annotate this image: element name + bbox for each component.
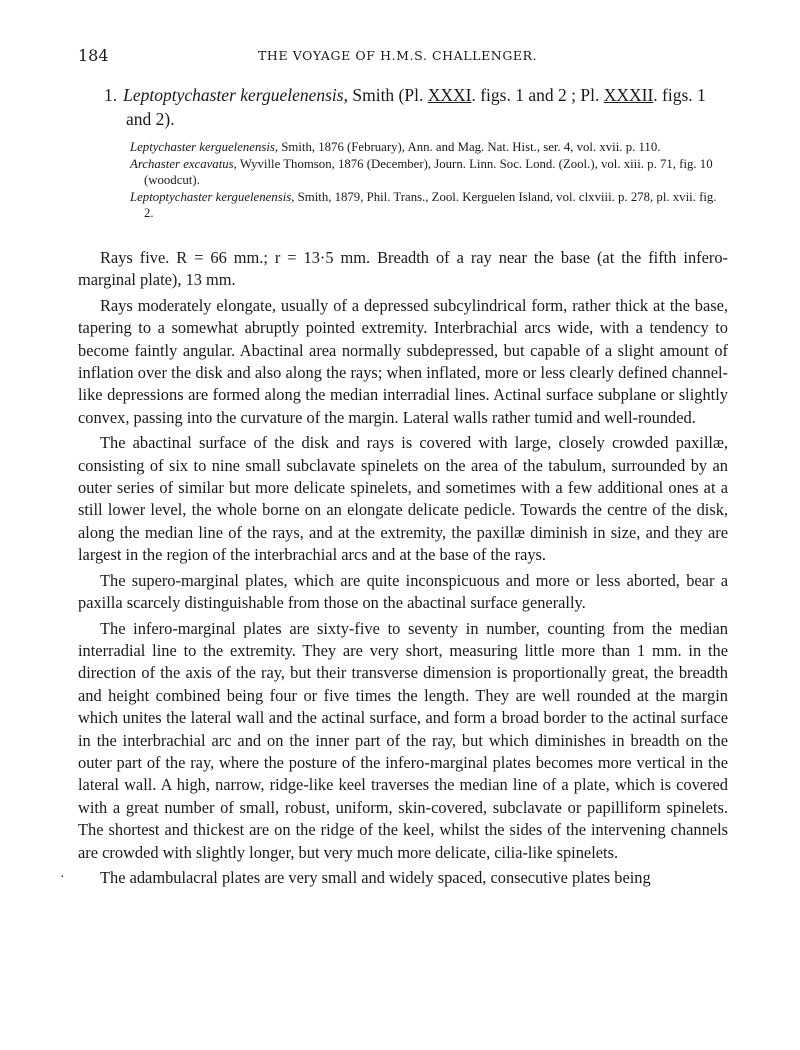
synonym-name: Archaster excavatus	[130, 157, 234, 171]
margin-mark: ·	[60, 869, 65, 885]
species-name: Leptoptychaster kerguelenensis	[123, 85, 344, 105]
synonymy-entry	[130, 189, 728, 221]
synonymy-entry	[130, 156, 728, 188]
body-text	[60, 247, 728, 892]
paragraph-adambulacral: The adambulacral plates are very small and widely spaced, consecutive plates being	[100, 867, 651, 887]
page-number: 184	[78, 46, 109, 65]
synonym-citation: , Smith, 1876 (February), Ann. and Mag. Nat. Hist., ser. 4, vol. xvii. p. 110.	[274, 140, 661, 154]
last-paragraph-wrapper	[60, 867, 728, 889]
species-author: , Smith (Pl.	[343, 85, 428, 105]
page-header	[78, 46, 728, 68]
species-title-line	[104, 83, 728, 107]
paragraph-measurements: Rays five. R = 66 mm.; r = 13·5 mm. Breadth of a ray near the base (at the fifth infero-marginal plate), 13 mm.	[78, 248, 728, 290]
synonym-name: Leptychaster kerguelenensis	[130, 140, 275, 154]
plate-figs-2: . figs. 1	[653, 85, 706, 105]
paragraph-rays: Rays moderately elongate, usually of a depressed subcylindrical form, rather thick at the base, tapering to a somewhat abruptly pointed extremity. Interbrachial arcs wide, with a tendency to become faintly angular. Abactinal area normally subdepressed, but capable of a slight amount of inflation over the disk and also along the rays; when inflated, more or less clearly defined channel-like depressions are formed along the median interradial lines. Actinal surface subplane or slightly convex, passing into the curvature of the margin. Lateral walls rather tumid and well-rounded.	[78, 295, 728, 427]
species-title-continuation: and 2).	[126, 109, 175, 129]
paragraph-abactinal: The abactinal surface of the disk and rays is covered with large, closely crowded paxillæ, consisting of six to nine small subclavate spinelets on the area of the tabulum, surrounded by an outer series of similar but more delicate spinelets, and sometimes with a few additional ones at a still lower level, the whole borne on an elongate delicate pedicle. Towards the centre of the disk, along the median line of the rays, and at the extremity, the paxillæ diminish in size, and they are largest in the region of the interbrachial arcs and at the base of the rays.	[78, 433, 728, 565]
synonymy-entry	[130, 139, 728, 155]
synonym-citation: , Wyville Thomson, 1876 (December), Journ. Linn. Soc. Lond. (Zool.), vol. xiii. p. 71, fig. 10 (woodcut).	[144, 157, 713, 187]
plate-ref-1: XXXI	[427, 85, 472, 105]
paragraph-supero-marginal: The supero-marginal plates, which are quite inconspicuous and more or less aborted, bear a paxilla scarcely distinguishable from those on the abactinal surface generally.	[78, 570, 728, 613]
paragraph-infero-marginal: The infero-marginal plates are sixty-five to seventy in number, counting from the median interradial line to the extremity. They are very short, measuring little more than 1 mm. in the direction of the axis of the ray, but their transverse dimension is proportionally great, the breadth and height combined being four or five times the length. They are well rounded at the margin which unites the lateral wall and the actinal surface, and form a broad border to the actinal surface in the interbrachial arc and on the inner part of the ray, but which diminishes in breadth on the outer part of the ray, where the posture of the infero-marginal plates becomes more vertical in the lateral wall. A high, narrow, ridge-like keel traverses the median line of a plate, which is covered with a great number of small, robust, uniform, skin-covered, subclavate or papilliform spinelets. The shortest and thickest are on the ridge of the keel, whilst the sides of the intervening channels are crowded with slightly longer, but very much more delicate, cilia-like spinelets.	[78, 618, 728, 862]
running-head: THE VOYAGE OF H.M.S. CHALLENGER.	[258, 48, 538, 63]
species-heading	[104, 83, 728, 131]
synonymy-list	[130, 139, 728, 222]
species-number: 1.	[104, 85, 118, 105]
plate-figs-1: . figs. 1 and 2 ; Pl.	[471, 85, 604, 105]
synonym-name: Leptoptychaster kerguelenensis	[130, 190, 292, 204]
plate-ref-2: XXXII	[603, 85, 654, 105]
synonym-citation: , Smith, 1879, Phil. Trans., Zool. Kerguelen Island, vol. clxviii. p. 278, pl. xvii. fig. 2.	[144, 190, 717, 220]
